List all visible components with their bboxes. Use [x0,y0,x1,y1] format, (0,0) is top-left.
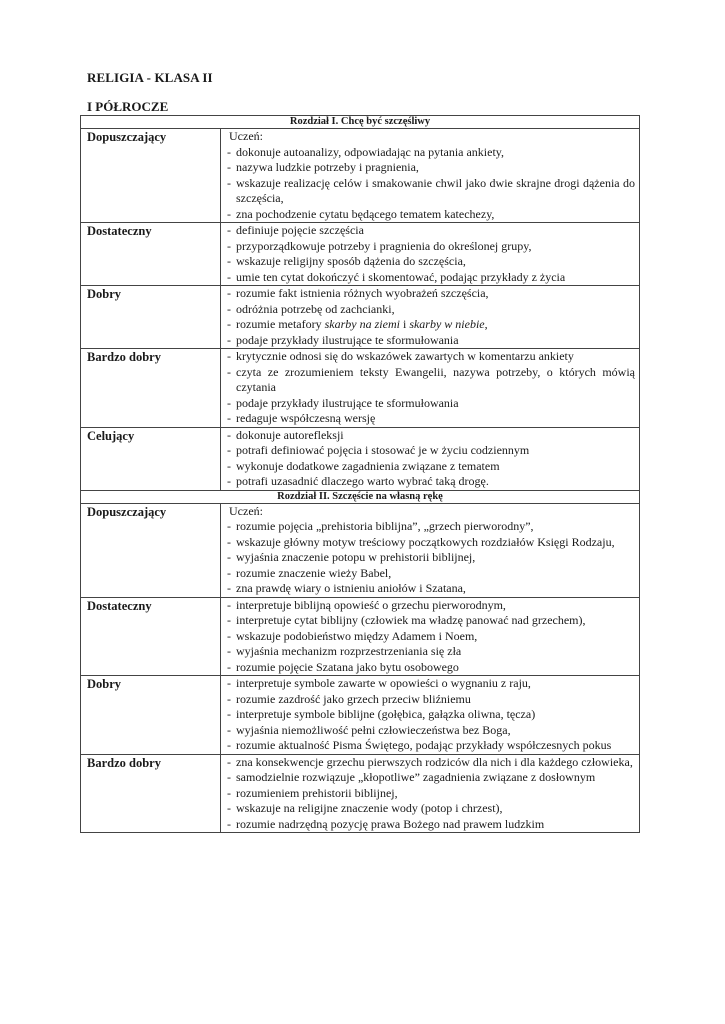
criteria-text: wykonuje dodatkowe zagadnienia związane z tematem [236,458,500,473]
criteria-text: krytycznie odnosi się do wskazówek zawartych w komentarzu ankiety [236,349,574,363]
criteria-text: interpretuje symbole zawarte w opowieści o wygnaniu z raju, [236,676,531,690]
criteria-item: - potrafi uzasadnić dlaczego warto wybrać taką drogę. [227,474,489,488]
criteria-intro: Uczeń: [229,129,263,143]
criteria-text: potrafi uzasadnić dlaczego warto wybrać taką drogę. [236,474,489,488]
criteria-text: zna prawdę wiary o istnieniu aniołów i Szatana, [236,581,466,595]
criteria-item: - odróżnia potrzebę od zachcianki, [227,301,395,316]
criteria-item: - umie ten cytat dokończyć i skomentować, podając przykłady z życia [227,269,566,284]
grade-name: Dobry [81,286,221,349]
criteria-item: - wskazuje religijny sposób dążenia do szczęścia, [227,254,466,268]
criteria-text: podaje przykłady ilustrujące te sformułowania [236,395,459,410]
criteria-text: wskazuje realizację celów i smakowanie chwil jako dwie skrajne drogi dążenia do szczęścia, [236,175,635,205]
grade-name: Dopuszczający [81,129,221,223]
criteria-list [225,598,635,676]
criteria-text: wskazuje religijny sposób dążenia do szczęścia, [236,254,466,268]
criteria-item: - interpretuje cytat biblijny (człowiek ma władzę panować nad grzechem), [227,613,586,627]
criteria-list [225,676,635,754]
grade-row [81,503,640,597]
criteria-text: samodzielnie rozwiązuje „kłopotliwe” zagadnienia związane z dosłownym [236,770,596,784]
chapter-row [81,490,640,503]
criteria-item: - wyjaśnia niemożliwość pełni człowieczeństwa bez Boga, [227,722,511,737]
grade-row [81,286,640,349]
criteria-text: redaguje współczesną wersję [236,411,376,425]
criteria-text: przyporządkowuje potrzeby i pragnienia do określonej grupy, [236,238,532,253]
document-title: RELIGIA - KLASA II [87,70,213,85]
grade-criteria [221,223,640,286]
criteria-item: - wskazuje główny motyw treściowy początkowych rozdziałów Księgi Rodzaju, [227,534,615,549]
criteria-text: rozumie fakt istnienia różnych wyobrażeń szczęścia, [236,286,489,300]
criteria-item: - rozumie zazdrość jako grzech przeciw bliźniemu [227,691,471,706]
criteria-item: - redaguje współczesną wersję [227,411,376,425]
criteria-item: - wskazuje podobieństwo między Adamem i Noem, [227,628,478,643]
grade-criteria [221,427,640,490]
criteria-item: - krytycznie odnosi się do wskazówek zawartych w komentarzu ankiety [227,349,574,363]
chapter-heading: Rozdział II. Szczęście na własną rękę [81,490,640,503]
criteria-text: wskazuje na religijne znaczenie wody (potop i chrzest), [236,801,503,815]
criteria-text: wyjaśnia niemożliwość pełni człowieczeństwa bez Boga, [236,722,511,737]
grade-criteria [221,503,640,597]
criteria-item: - dokonuje autoanalizy, odpowiadając na pytania ankiety, [227,144,505,159]
criteria-item: - wskazuje na religijne znaczenie wody (potop i chrzest), [227,801,503,815]
grade-name: Bardzo dobry [81,754,221,833]
criteria-text: rozumie aktualność Pisma Świętego, podając przykłady współczesnych pokus [236,738,612,752]
criteria-list [225,519,635,597]
criteria-text: wyjaśnia znaczenie potopu w prehistorii biblijnej, [236,550,476,564]
criteria-item: - rozumie fakt istnienia różnych wyobrażeń szczęścia, [227,286,489,300]
criteria-text: umie ten cytat dokończyć i skomentować, podając przykłady z życia [236,269,566,284]
criteria-text: rozumie pojęcie Szatana jako bytu osobowego [236,659,459,674]
criteria-text: interpretuje symbole biblijne (gołębica, gałązka oliwna, tęcza) [236,707,536,721]
grade-criteria [221,676,640,755]
criteria-item: - zna konsekwencje grzechu pierwszych rodziców dla nich i dla każdego człowieka, [227,754,633,769]
criteria-item: - zna pochodzenie cytatu będącego tematem katechezy, [227,206,495,221]
criteria-item: - interpretuje biblijną opowieść o grzechu pierworodnym, [227,597,506,612]
criteria-text: dokonuje autoanalizy, odpowiadając na pytania ankiety, [236,144,505,159]
criteria-list [225,223,635,285]
criteria-text: nazywa ludzkie potrzeby i pragnienia, [236,160,419,174]
grade-row [81,349,640,428]
criteria-item: - samodzielnie rozwiązuje „kłopotliwe” zagadnienia związane z dosłownym [227,770,596,784]
criteria-item: - rozumieniem prehistorii biblijnej, [227,785,398,800]
criteria-text: wskazuje główny motyw treściowy początkowych rozdziałów Księgi Rodzaju, [236,534,615,549]
criteria-item: - interpretuje symbole zawarte w opowieści o wygnaniu z raju, [227,676,531,690]
chapter-row [81,116,640,129]
criteria-list [225,286,635,348]
criteria-item: - rozumie nadrzędną pozycję prawa Bożego nad prawem ludzkim [227,816,545,831]
criteria-item: - podaje przykłady ilustrujące te sformułowania [227,395,459,410]
grade-criteria [221,286,640,349]
criteria-text: interpretuje cytat biblijny (człowiek ma władzę panować nad grzechem), [236,613,586,627]
criteria-list [225,145,635,223]
criteria-text: rozumie zazdrość jako grzech przeciw bliźniemu [236,691,471,706]
grade-name: Dostateczny [81,597,221,676]
grade-row [81,223,640,286]
criteria-text: rozumie znaczenie wieży Babel, [236,565,392,580]
grade-row [81,597,640,676]
criteria-item: - wyjaśnia znaczenie potopu w prehistorii biblijnej, [227,550,476,564]
grade-name: Bardzo dobry [81,349,221,428]
criteria-item: - rozumie aktualność Pisma Świętego, podając przykłady współczesnych pokus [227,738,612,752]
criteria-list [225,755,635,833]
criteria-text: zna pochodzenie cytatu będącego tematem katechezy, [236,206,495,221]
criteria-item: - interpretuje symbole biblijne (gołębica, gałązka oliwna, tęcza) [227,707,536,721]
chapter-heading: Rozdział I. Chcę być szczęśliwy [81,116,640,129]
grade-row [81,129,640,223]
criteria-text: wskazuje podobieństwo między Adamem i Noem, [236,628,478,643]
semester-heading: I PÓŁROCZE [87,99,169,114]
grade-criteria [221,597,640,676]
criteria-list [225,349,635,427]
criteria-text: definiuje pojęcie szczęścia [236,223,364,237]
criteria-text: podaje przykłady ilustrujące te sformułowania [236,332,459,347]
criteria-text: rozumie metafory skarby na ziemi i skarby w niebie, [236,317,488,331]
grade-name: Celujący [81,427,221,490]
criteria-item: - rozumie metafory skarby na ziemi i skarby w niebie, [227,317,488,331]
criteria-item: - podaje przykłady ilustrujące te sformułowania [227,332,459,347]
criteria-text: wyjaśnia mechanizm rozprzestrzeniania się zła [236,644,462,658]
criteria-item: - dokonuje autorefleksji [227,427,344,442]
criteria-text: czyta ze zrozumieniem teksty Ewangelii, nazywa potrzeby, o których mówią czytania [236,364,635,394]
grade-criteria [221,754,640,833]
criteria-text: rozumie nadrzędną pozycję prawa Bożego nad prawem ludzkim [236,816,545,831]
criteria-text: odróżnia potrzebę od zachcianki, [236,301,395,316]
criteria-text: rozumie pojęcia „prehistoria biblijna”, „grzech pierworodny”, [236,519,534,533]
grade-name: Dobry [81,676,221,755]
criteria-item: - rozumie znaczenie wieży Babel, [227,565,392,580]
grade-criteria [221,349,640,428]
grade-row [81,754,640,833]
grade-name: Dopuszczający [81,503,221,597]
grade-row [81,676,640,755]
criteria-item: - nazywa ludzkie potrzeby i pragnienia, [227,160,419,174]
criteria-item: - rozumie pojęcia „prehistoria biblijna”, „grzech pierworodny”, [227,519,534,533]
criteria-text: rozumieniem prehistorii biblijnej, [236,785,398,800]
criteria-text: potrafi definiować pojęcia i stosować je w życiu codziennym [236,443,530,457]
criteria-item: - potrafi definiować pojęcia i stosować je w życiu codziennym [227,443,530,457]
grading-table [80,115,640,833]
grade-criteria [221,129,640,223]
grade-row [81,427,640,490]
criteria-item: - wyjaśnia mechanizm rozprzestrzeniania się zła [227,644,462,658]
grade-name: Dostateczny [81,223,221,286]
criteria-item: - zna prawdę wiary o istnieniu aniołów i Szatana, [227,581,466,595]
criteria-list [225,428,635,490]
criteria-intro: Uczeń: [229,503,263,518]
criteria-item: - definiuje pojęcie szczęścia [227,223,364,237]
criteria-item: - przyporządkowuje potrzeby i pragnienia do określonej grupy, [227,238,532,253]
criteria-item: - wykonuje dodatkowe zagadnienia związane z tematem [227,458,500,473]
criteria-text: zna konsekwencje grzechu pierwszych rodziców dla nich i dla każdego człowieka, [236,754,633,769]
criteria-item: - wskazuje realizację celów i smakowanie chwil jako dwie skrajne drogi dążenia do szczęścia, [227,175,635,205]
criteria-item: - rozumie pojęcie Szatana jako bytu osobowego [227,659,459,674]
criteria-text: dokonuje autorefleksji [236,427,344,442]
criteria-text: interpretuje biblijną opowieść o grzechu pierworodnym, [236,597,506,612]
criteria-item: - czyta ze zrozumieniem teksty Ewangelii, nazywa potrzeby, o których mówią czytania [227,364,635,394]
